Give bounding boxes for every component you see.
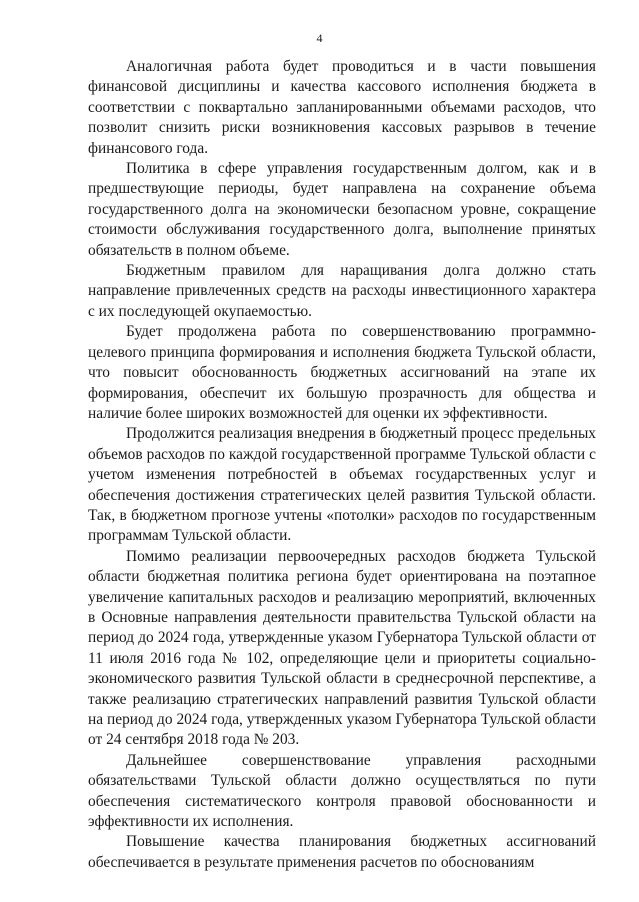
paragraph-4: Будет продолжена работа по совершенствованию программно-целевого принципа формирования и исполнения бюджета Тульской области, что повысит обоснованность бюджетных ассигнований на этапе их формирования, обеспечит их большую прозрачность для общества и наличие более широких возможностей для оценки их эффективности. — [88, 323, 596, 422]
paragraph-8: Повышение качества планирования бюджетных ассигнований обеспечивается в результате применения расчетов по обоснованиям — [88, 833, 596, 871]
paragraph-5: Продолжится реализация внедрения в бюджетный процесс предельных объемов расходов по каждой государственной программе Тульской области с учетом изменения потребностей в объемах государственных услуг и обеспечения достижения стратегических целей развития Тульской области. Так, в бюджетном прогнозе учтены «потолки» расходов по государственным программам Тульской области. — [88, 425, 596, 545]
paragraph-3: Бюджетным правилом для наращивания долга должно стать направление привлеченных средств на расходы инвестиционного характера с их последующей окупаемостью. — [88, 262, 596, 320]
paragraph-2: Политика в сфере управления государственным долгом, как и в предшествующие периоды, будет направлена на сохранение объема государственного долга на экономически безопасном уровне, сокращение стоимости обслуживания государственного долга, выполнение принятых обязательств в полном объеме. — [88, 160, 596, 259]
document-body — [88, 57, 596, 873]
paragraph-1: Аналогичная работа будет проводиться и в части повышения финансовой дисциплины и качества кассового исполнения бюджета в соответствии с поквартально запланированными объемами расходов, что позволит снизить риски возникновения кассовых разрывов в течение финансового года. — [88, 58, 596, 157]
paragraph-7: Дальнейшее совершенствование управления расходными обязательствами Тульской области должно осуществляться по пути обеспечения систематического контроля правовой обоснованности и эффективности их исполнения. — [88, 751, 596, 831]
paragraph-6: Помимо реализации первоочередных расходов бюджета Тульской области бюджетная политика региона будет ориентирована на поэтапное увеличение капитальных расходов и реализацию мероприятий, включенных в Основные направления деятельности правительства Тульской области на период до 2024 года, утвержденные указом Губернатора Тульской области от 11 июля 2016 года № 102, определяющие цели и приоритеты социально-экономического развития Тульской области в среднесрочной перспективе, а также реализацию стратегических направлений развития Тульской области на период до 2024 года, утвержденных указом Губернатора Тульской области от 24 сентября 2018 года № 203. — [88, 547, 596, 749]
page-number: 4 — [316, 31, 323, 45]
